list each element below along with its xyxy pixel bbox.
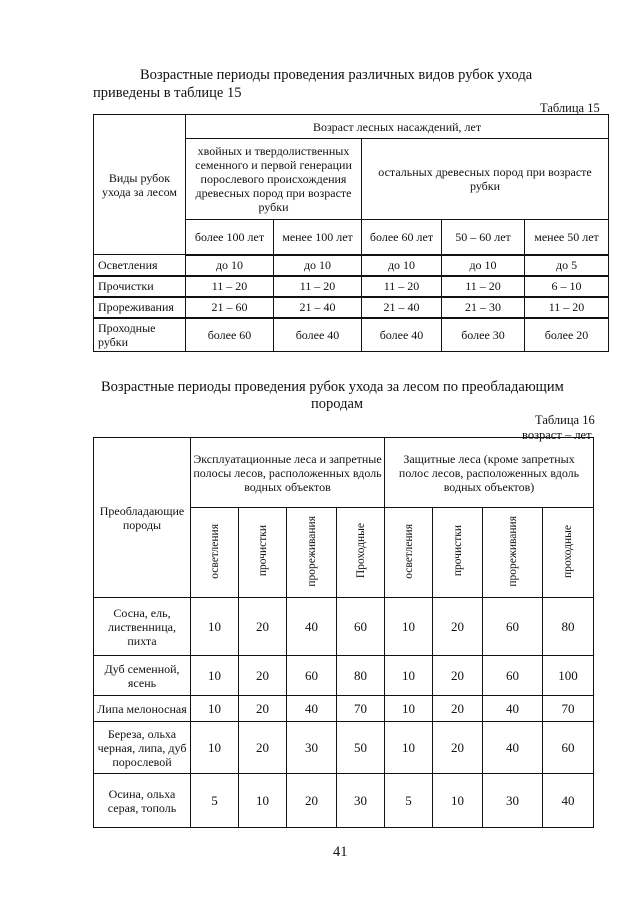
table16-col-header: прочистки xyxy=(256,525,269,577)
table15-row-name: Осветления xyxy=(94,255,186,276)
table-cell: 21 – 40 xyxy=(274,297,362,318)
table-cell: 40 xyxy=(483,696,543,722)
table-cell: 5 xyxy=(191,774,239,828)
table16-col-header: прореживания xyxy=(305,515,318,587)
table15-subgroup2: остальных древесных пород при возрасте рубки xyxy=(362,139,609,220)
table-cell: 100 xyxy=(543,656,594,696)
caption2-line2: породам xyxy=(311,396,364,412)
table-row xyxy=(94,774,594,828)
table-cell: до 5 xyxy=(525,255,609,276)
table-cell: 60 xyxy=(337,598,385,656)
table-cell: до 10 xyxy=(442,255,525,276)
table-cell: 10 xyxy=(385,598,433,656)
table16-col-header: осветления xyxy=(208,523,221,579)
table16-col-header: проходные xyxy=(562,524,575,578)
table-cell: 10 xyxy=(433,774,483,828)
table-cell: 10 xyxy=(239,774,287,828)
table15-col-header: менее 50 лет xyxy=(525,220,609,255)
table15-col-header: более 100 лет xyxy=(186,220,274,255)
caption1-line1: Возрастные периоды проведения различных видов рубок ухода xyxy=(140,67,533,83)
table16-row-name: Осина, ольха серая, тополь xyxy=(94,774,191,828)
table-cell: 20 xyxy=(287,774,337,828)
table-cell: более 40 xyxy=(362,318,442,352)
table16-row-name: Береза, ольха черная, липа, дуб порослевой xyxy=(94,722,191,774)
table16 xyxy=(93,437,594,828)
table-cell: 6 – 10 xyxy=(525,276,609,297)
table-cell: более 30 xyxy=(442,318,525,352)
table-cell: 80 xyxy=(543,598,594,656)
table-row xyxy=(94,598,594,656)
table-cell: 80 xyxy=(337,656,385,696)
table-cell: 10 xyxy=(385,722,433,774)
table-row xyxy=(94,318,609,352)
table16-col-header: Проходные xyxy=(354,523,367,579)
table-cell: более 40 xyxy=(274,318,362,352)
table-cell: 20 xyxy=(433,656,483,696)
table-cell: 10 xyxy=(385,696,433,722)
table-cell: 60 xyxy=(483,656,543,696)
table-cell: 60 xyxy=(287,656,337,696)
caption2-line1: Возрастные периоды проведения рубок ухода за лесом по преобладающим xyxy=(101,379,564,395)
table15-label: Таблица 15 xyxy=(540,101,600,115)
table-cell: 40 xyxy=(287,696,337,722)
table16-label: Таблица 16 xyxy=(535,413,595,427)
table-cell: 60 xyxy=(543,722,594,774)
table15-row-name: Прочистки xyxy=(94,276,186,297)
table15-row-name: Проходные рубки xyxy=(94,318,186,352)
table-cell: 30 xyxy=(287,722,337,774)
table16-row-name: Липа мелоносная xyxy=(94,696,191,722)
table-cell: 11 – 20 xyxy=(186,276,274,297)
table-cell: 21 – 60 xyxy=(186,297,274,318)
table-cell: более 20 xyxy=(525,318,609,352)
table-row xyxy=(94,276,609,297)
table-cell: 60 xyxy=(483,598,543,656)
table-cell: 10 xyxy=(191,696,239,722)
table16-group1: Эксплуатационные леса и запретные полосы лесов, расположенных вдоль водных объектов xyxy=(191,438,385,508)
table-cell: 11 – 20 xyxy=(525,297,609,318)
table-row xyxy=(94,255,609,276)
table16-row-name: Дуб семенной, ясень xyxy=(94,656,191,696)
table-cell: 20 xyxy=(433,696,483,722)
table-cell: 10 xyxy=(385,656,433,696)
table16-col-header: прочистки xyxy=(451,525,464,577)
table-cell: до 10 xyxy=(274,255,362,276)
table15-col-header: более 60 лет xyxy=(362,220,442,255)
table-cell: 40 xyxy=(543,774,594,828)
table-cell: 20 xyxy=(239,696,287,722)
table15-row-header: Виды рубок ухода за лесом xyxy=(94,115,186,255)
table15-col-header: менее 100 лет xyxy=(274,220,362,255)
table-cell: 20 xyxy=(239,598,287,656)
table-row xyxy=(94,297,609,318)
table-cell: 5 xyxy=(385,774,433,828)
table-cell: 50 xyxy=(337,722,385,774)
table-cell: 21 – 40 xyxy=(362,297,442,318)
table-cell: 70 xyxy=(337,696,385,722)
table-cell: до 10 xyxy=(362,255,442,276)
table-cell: 30 xyxy=(337,774,385,828)
table-cell: 10 xyxy=(191,722,239,774)
table-cell: 20 xyxy=(239,722,287,774)
table15-subgroup1: хвойных и твердолиственных семенного и первой генерации порослевого происхождения древесных пород при возрасте рубки xyxy=(186,139,362,220)
table-row xyxy=(94,722,594,774)
table16-group2: Защитные леса (кроме запретных полос лесов, расположенных вдоль водных объектов) xyxy=(385,438,594,508)
table-cell: 20 xyxy=(433,722,483,774)
table-cell: более 60 xyxy=(186,318,274,352)
table16-col-header: осветления xyxy=(402,523,415,579)
table-cell: 10 xyxy=(191,656,239,696)
table-cell: 11 – 20 xyxy=(362,276,442,297)
table16-row-header: Преобладающие породы xyxy=(94,438,191,598)
table-row xyxy=(94,656,594,696)
table-cell: 40 xyxy=(287,598,337,656)
table15 xyxy=(93,114,609,352)
table16-col-header: прореживания xyxy=(506,515,519,587)
table-cell: 21 – 30 xyxy=(442,297,525,318)
table-cell: 40 xyxy=(483,722,543,774)
table-cell: 10 xyxy=(191,598,239,656)
page-number: 41 xyxy=(333,844,348,860)
table-cell: до 10 xyxy=(186,255,274,276)
table-cell: 30 xyxy=(483,774,543,828)
table-cell: 11 – 20 xyxy=(274,276,362,297)
caption1-line2: приведены в таблице 15 xyxy=(93,85,242,101)
table15-row-name: Прореживания xyxy=(94,297,186,318)
table-cell: 70 xyxy=(543,696,594,722)
table15-col-header: 50 – 60 лет xyxy=(442,220,525,255)
table15-group-header: Возраст лесных насаждений, лет xyxy=(186,115,609,139)
table16-row-name: Сосна, ель, лиственница, пихта xyxy=(94,598,191,656)
table-cell: 11 – 20 xyxy=(442,276,525,297)
table-cell: 20 xyxy=(433,598,483,656)
table16-unit: возраст – лет xyxy=(522,428,592,442)
table-row xyxy=(94,696,594,722)
table-cell: 20 xyxy=(239,656,287,696)
